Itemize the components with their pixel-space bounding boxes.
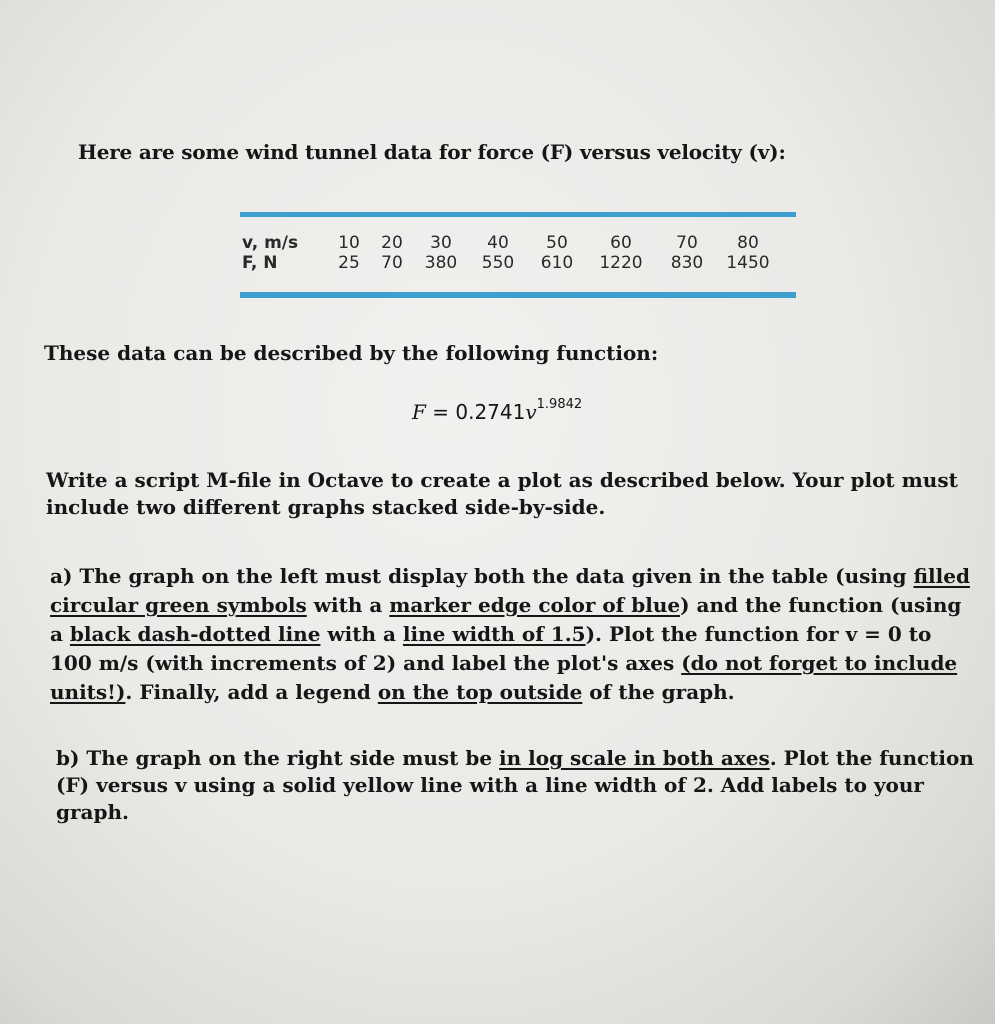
part-a-underlined: marker edge color of blue [389, 593, 681, 617]
table-cell: 30 [430, 233, 452, 253]
part-a-text: . Finally, add a legend [125, 680, 378, 704]
table-cell: 1220 [599, 253, 643, 273]
table-row [242, 253, 778, 273]
table-cell: 610 [540, 253, 574, 273]
part-a-text: a) The graph on the left must display both the data given in the table (using [50, 564, 914, 588]
table-cell: 20 [381, 233, 403, 253]
table-cell: 830 [670, 253, 704, 273]
part-a-underlined: on the top outside [377, 680, 583, 704]
table-cell: 25 [338, 253, 360, 273]
part-a-text: with a [320, 622, 403, 646]
equation-exponent: 1.9842 [536, 397, 583, 413]
table-cell: 380 [424, 253, 458, 273]
part-a-text: ) and the function (using a [50, 593, 962, 646]
part-a-underlined: filled circular green symbols [50, 564, 970, 617]
part-a-paragraph [50, 562, 980, 707]
table-cell: 10 [338, 233, 360, 253]
table-cell: 40 [487, 233, 509, 253]
table-header-force: F, N [242, 253, 278, 273]
intro-text: Here are some wind tunnel data for force (F) versus velocity (v): [78, 140, 786, 164]
table-row [242, 233, 778, 253]
part-b-paragraph [56, 745, 986, 826]
table-cell: 550 [481, 253, 515, 273]
equation-coefficient: = 0.2741 [425, 400, 526, 424]
lead-text: These data can be described by the following function: [44, 341, 659, 365]
table-cell: 50 [546, 233, 568, 253]
part-a-underlined: line width of 1.5 [402, 622, 586, 646]
table-cell: 70 [676, 233, 698, 253]
table-header-velocity: v, m/s [242, 233, 299, 253]
part-b-text: b) The graph on the right side must be [56, 746, 500, 770]
equation-lhs: F [412, 400, 426, 424]
table-cell: 70 [381, 253, 403, 273]
data-table [240, 212, 796, 298]
table-cell: 60 [610, 233, 632, 253]
part-b-underlined: in log scale in both axes [499, 746, 770, 770]
part-a-text: of the graph. [582, 680, 735, 704]
part-a-underlined: black dash-dotted line [69, 622, 321, 646]
table-cell: 80 [737, 233, 759, 253]
table-cell: 1450 [726, 253, 770, 273]
equation-variable: v [525, 400, 537, 424]
part-a-underlined: (do not forget to include units!) [50, 651, 958, 704]
instructions-paragraph: Write a script M-file in Octave to create a plot as described below. Your plot must include two different graphs stacked side-by-side. [46, 468, 958, 519]
equation [412, 397, 583, 424]
part-a-text: ). Plot the function for v = 0 to 100 m/s (with increments of 2) and label the plot's axes [50, 622, 932, 675]
part-b-text: . Plot the function (F) versus v using a solid yellow line with a line width of 2. Add labels to your graph. [56, 746, 974, 824]
part-a-text: with a [306, 593, 390, 617]
